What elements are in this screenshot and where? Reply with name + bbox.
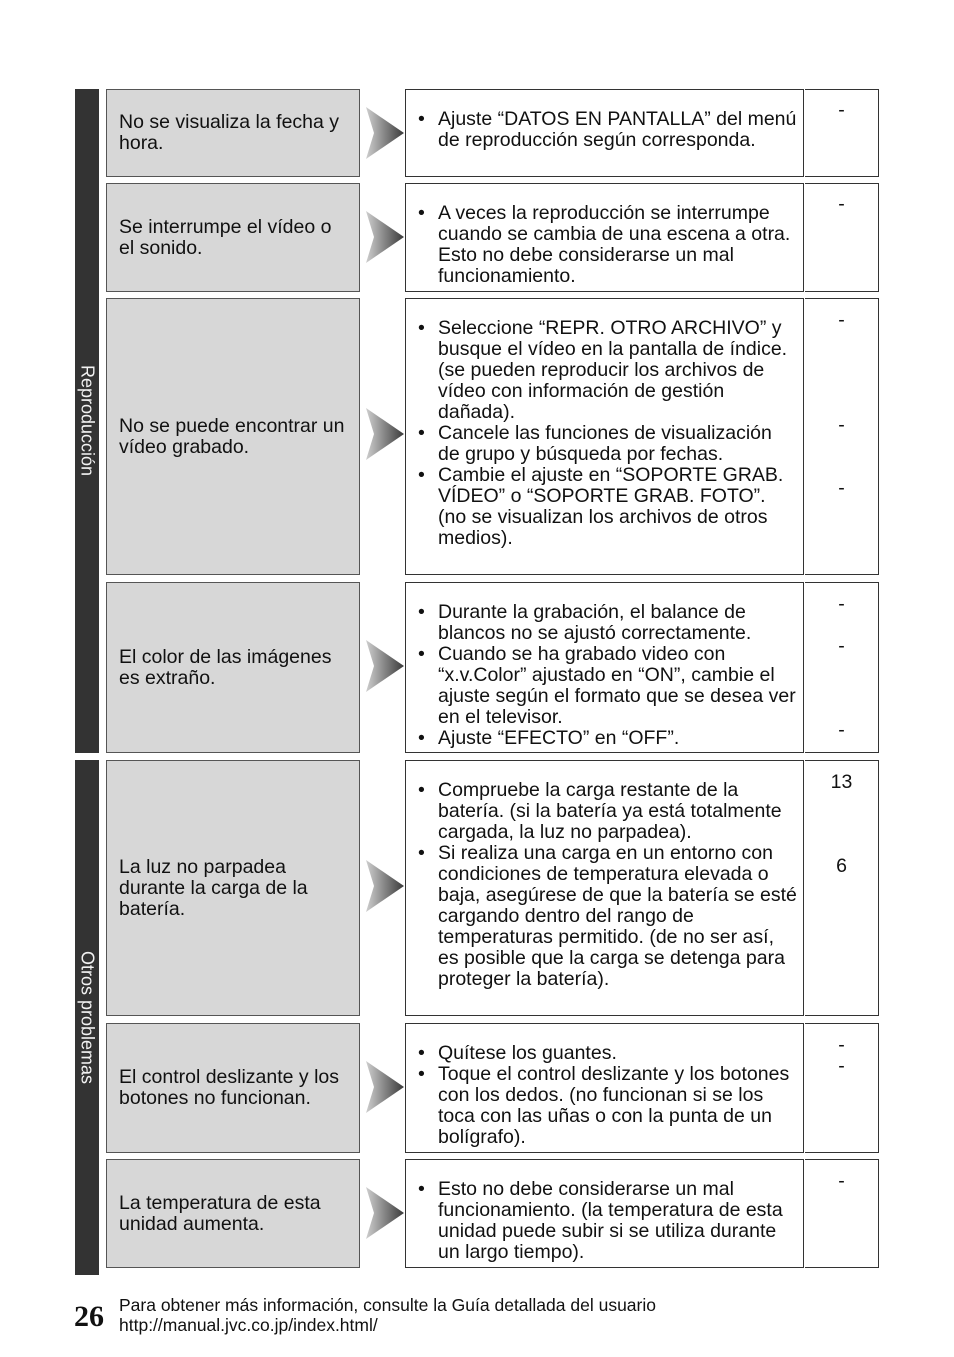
solution-item: • Durante la grabación, el balance de blancos no se ajustó correctamente. [406, 602, 803, 644]
problem-cell [106, 298, 360, 575]
page-reference: - [838, 1170, 845, 1192]
table-row [0, 1159, 954, 1268]
problem-text: La temperatura de esta unidad aumenta. [119, 1191, 321, 1235]
reference-cell [805, 1159, 879, 1268]
solution-item: • A veces la reproducción se interrumpe cuando se cambia de una escena a otra. Esto no debe considerarse un mal funcionamiento. [406, 203, 803, 287]
page-reference: - [838, 719, 845, 741]
reference-cell [805, 89, 879, 177]
page-reference: 6 [836, 855, 847, 877]
solution-item: • Toque el control deslizante y los botones con los dedos. (no funcionan si se los toca con las uñas o con la punta de un bolígrafo). [406, 1064, 803, 1148]
problem-cell [106, 1159, 360, 1268]
page-reference: - [838, 414, 845, 436]
problem-text: La luz no parpadea durante la carga de la batería. [119, 855, 308, 920]
solution-item: • Compruebe la carga restante de la batería. (si la batería ya está totalmente cargada, la luz no parpadea). [406, 780, 803, 843]
problem-text: Se interrumpe el vídeo o el sonido. [119, 215, 332, 259]
page-reference: - [838, 477, 845, 499]
solution-item: • Cancele las funciones de visualización de grupo y búsqueda por fechas. [406, 423, 803, 465]
reference-cell [805, 1023, 879, 1153]
page-reference: - [838, 635, 845, 657]
page-reference: - [838, 593, 845, 615]
problem-text: No se puede encontrar un vídeo grabado. [119, 414, 345, 458]
problem-text: El color de las imágenes es extraño. [119, 645, 332, 689]
solution-cell [405, 298, 804, 575]
problem-cell [106, 1023, 360, 1153]
solution-cell [405, 1023, 804, 1153]
arrow-right-icon [364, 103, 406, 163]
table-row [0, 183, 954, 292]
section-label: Otros problemas [77, 950, 98, 1085]
footer-url-link[interactable]: http://manual.jvc.co.jp/index.html/ [119, 1315, 378, 1335]
solution-cell [405, 1159, 804, 1268]
solution-item: • Seleccione “REPR. OTRO ARCHIVO” y busque el vídeo en la pantalla de índice. (se pueden reproducir los archivos de vídeo con información de gestión dañada). [406, 318, 803, 423]
solution-cell [405, 183, 804, 292]
solution-cell [405, 582, 804, 753]
problem-text: El control deslizante y los botones no funcionan. [119, 1066, 340, 1109]
footer-note [119, 1295, 656, 1335]
solution-item: • Esto no debe considerarse un mal funcionamiento. (la temperatura de esta unidad puede subir si se utiliza durante un largo tiempo). [406, 1179, 803, 1263]
table-row [0, 1023, 954, 1153]
page-reference: - [838, 193, 845, 215]
problem-cell [106, 760, 360, 1016]
footer-line: Para obtener más información, consulte la Guía detallada del usuario [119, 1295, 656, 1315]
arrow-right-icon [364, 1057, 406, 1117]
page-reference: 13 [830, 771, 853, 793]
page-reference: - [838, 1034, 845, 1056]
page-reference: - [838, 309, 845, 331]
solution-item: • Si realiza una carga en un entorno con condiciones de temperatura elevada o baja, asegúrese de que la batería se esté cargando dentro del rango de temperaturas permitido. (de no ser así, es posible que la carga se detenga para proteger la batería). [406, 843, 803, 990]
arrow-right-icon [364, 207, 406, 267]
solution-item: • Cambie el ajuste en “SOPORTE GRAB. VÍDEO” o “SOPORTE GRAB. FOTO”. (no se visualizan los archivos de otros medios). [406, 465, 803, 549]
reference-cell [805, 582, 879, 753]
reference-cell [805, 183, 879, 292]
page-reference: - [838, 99, 845, 121]
problem-text: No se visualiza la fecha y hora. [119, 111, 340, 154]
solution-item: • Ajuste “DATOS EN PANTALLA” del menú de reproducción según corresponda. [406, 109, 803, 151]
table-row [0, 760, 954, 1016]
section-label: Reproducción [77, 365, 98, 477]
table-row [0, 89, 954, 177]
solution-item: • Ajuste “EFECTO” en “OFF”. [406, 728, 803, 749]
table-row [0, 298, 954, 575]
problem-cell [106, 183, 360, 292]
solution-cell [405, 89, 804, 177]
arrow-right-icon [364, 1183, 406, 1243]
table-row [0, 582, 954, 753]
reference-cell [805, 298, 879, 575]
arrow-right-icon [364, 404, 406, 464]
problem-cell [106, 582, 360, 753]
solution-item: • Cuando se ha grabado video con “x.v.Color” ajustado en “ON”, cambie el ajuste según el formato que se desea ver en el televisor. [406, 644, 803, 728]
solution-item: • Quítese los guantes. [406, 1043, 803, 1064]
problem-cell [106, 89, 360, 177]
arrow-right-icon [364, 856, 406, 916]
arrow-right-icon [364, 636, 406, 696]
solution-cell [405, 760, 804, 1016]
page-number: 26 [74, 1300, 104, 1333]
reference-cell [805, 760, 879, 1016]
page-reference: - [838, 1055, 845, 1077]
